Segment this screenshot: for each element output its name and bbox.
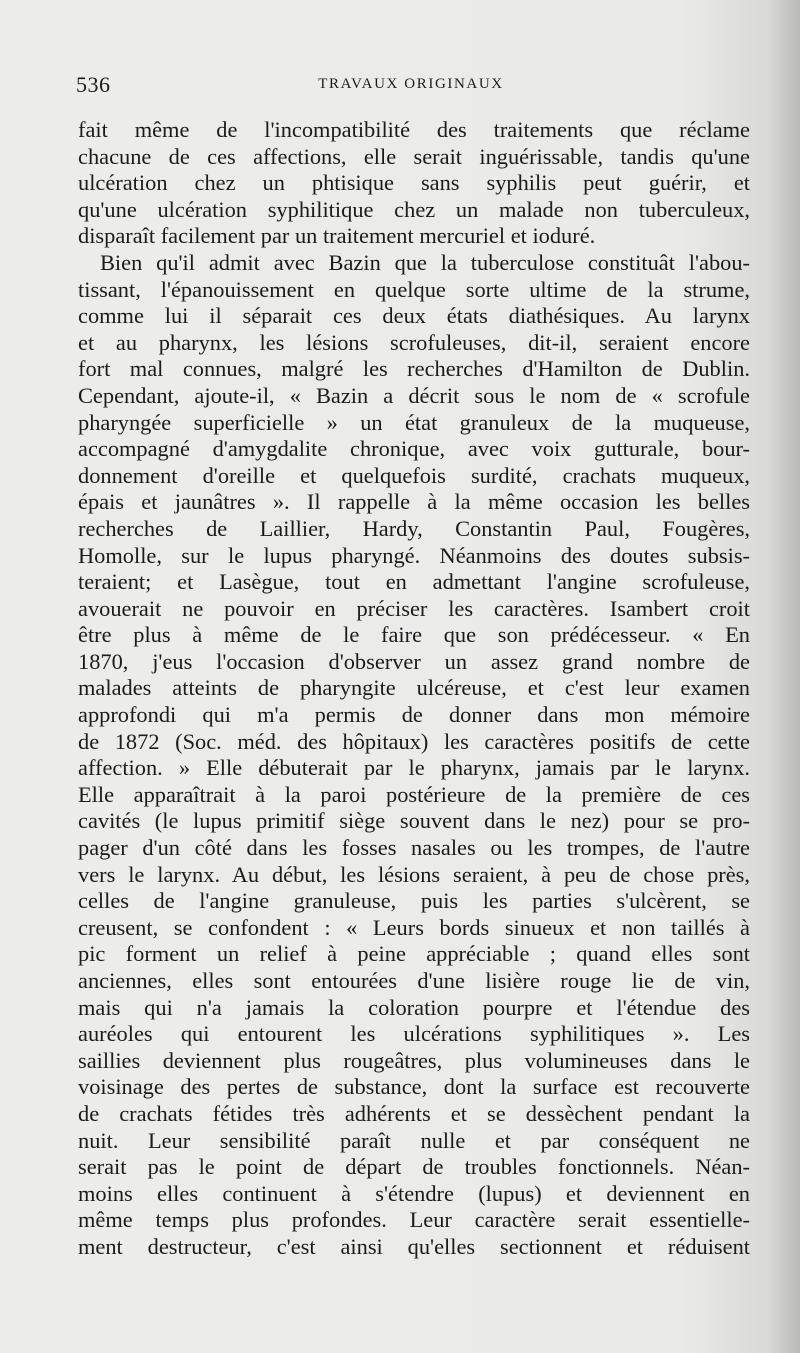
text-line: affection. » Elle débuterait par le pharynx, jamais par le larynx. (78, 755, 750, 781)
text-line: serait pas le point de départ de troubles fonctionnels. Néan- (78, 1154, 750, 1180)
text-line: disparaît facilement par un traitement mercuriel et ioduré. (78, 223, 596, 249)
text-line: accompagné d'amygdalite chronique, avec voix gutturale, bour- (78, 436, 750, 462)
text-line: fort mal connues, malgré les recherches d'Hamilton de Dublin. (78, 356, 750, 382)
text-line: vers le larynx. Au début, les lésions seraient, à peu de chose près, (78, 861, 750, 887)
text-line: tissant, l'épanouissement en quelque sorte ultime de la strume, (78, 276, 750, 302)
text-line: moins elles continuent à s'étendre (lupus) et deviennent en (78, 1180, 750, 1206)
text-line: approfondi qui m'a permis de donner dans mon mémoire (78, 702, 750, 728)
text-line: fait même de l'incompatibilité des traitements que réclame (78, 117, 750, 142)
page-number: 536 (76, 72, 111, 97)
text-line: malades atteints de pharyngite ulcéreuse, et c'est leur examen (78, 675, 750, 701)
text-line: Elle apparaîtrait à la paroi postérieure de la première de ces (78, 781, 750, 807)
text-line: ment destructeur, c'est ainsi qu'elles sectionnent et réduisent (78, 1233, 750, 1259)
text-line: être plus à même de le faire que son prédécesseur. « En (78, 622, 750, 648)
text-line: mais qui n'a jamais la coloration pourpre et l'étendue des (78, 994, 750, 1020)
running-title: TRAVAUX ORIGINAUX (318, 76, 504, 92)
text-line: voisinage des pertes de substance, dont la surface est recouverte (78, 1074, 750, 1100)
text-line: nuit. Leur sensibilité paraît nulle et par conséquent ne (78, 1127, 750, 1153)
text-line: Cependant, ajoute-il, « Bazin a décrit sous le nom de « scrofule (78, 382, 750, 408)
text-line: qu'une ulcération syphilitique chez un malade non tuberculeux, (78, 196, 750, 222)
page-header (76, 72, 746, 102)
body-text (78, 117, 750, 1261)
text-line: saillies deviennent plus rougeâtres, plus volumineuses dans le (78, 1047, 750, 1073)
text-line: cavités (le lupus primitif siège souvent dans le nez) pour se pro- (78, 808, 750, 834)
text-line: chacune de ces affections, elle serait inguérissable, tandis qu'une (78, 143, 750, 169)
text-line: Homolle, sur le lupus pharyngé. Néanmoins des doutes subsis- (78, 542, 750, 568)
text-line: recherches de Laillier, Hardy, Constantin Paul, Fougères, (78, 515, 750, 541)
text-line: pager d'un côté dans les fosses nasales ou les trompes, de l'autre (78, 835, 750, 861)
text-line: Bien qu'il admit avec Bazin que la tuberculose constituât l'abou- (100, 249, 750, 275)
text-line: donnement d'oreille et quelquefois surdité, crachats muqueux, (78, 462, 750, 488)
text-line: creusent, se confondent : « Leurs bords sinueux et non taillés à (78, 914, 750, 940)
text-line: de crachats fétides très adhérents et se dessèchent pendant la (78, 1100, 750, 1126)
text-line: de 1872 (Soc. méd. des hôpitaux) les caractères positifs de cette (78, 728, 750, 754)
text-line: même temps plus profondes. Leur caractère serait essentielle- (78, 1207, 750, 1233)
text-line: 1870, j'eus l'occasion d'observer un assez grand nombre de (78, 648, 750, 674)
text-line: comme lui il séparait ces deux états diathésiques. Au larynx (78, 303, 750, 329)
text-line: auréoles qui entourent les ulcérations syphilitiques ». Les (78, 1021, 750, 1047)
text-line: et au pharynx, les lésions scrofuleuses, dit-il, seraient encore (78, 329, 750, 355)
text-line: avouerait ne pouvoir en préciser les caractères. Isambert croit (78, 595, 750, 621)
text-line: celles de l'angine granuleuse, puis les parties s'ulcèrent, se (78, 888, 750, 914)
text-line: ulcération chez un phtisique sans syphilis peut guérir, et (78, 170, 750, 196)
text-line: épais et jaunâtres ». Il rappelle à la même occasion les belles (78, 489, 750, 515)
text-line: pic forment un relief à peine appréciable ; quand elles sont (78, 941, 750, 967)
text-line: pharyngée superficielle » un état granuleux de la muqueuse, (78, 409, 750, 435)
text-line: teraient; et Lasègue, tout en admettant l'angine scrofuleuse, (78, 569, 750, 595)
text-line: anciennes, elles sont entourées d'une lisière rouge lie de vin, (78, 968, 750, 993)
